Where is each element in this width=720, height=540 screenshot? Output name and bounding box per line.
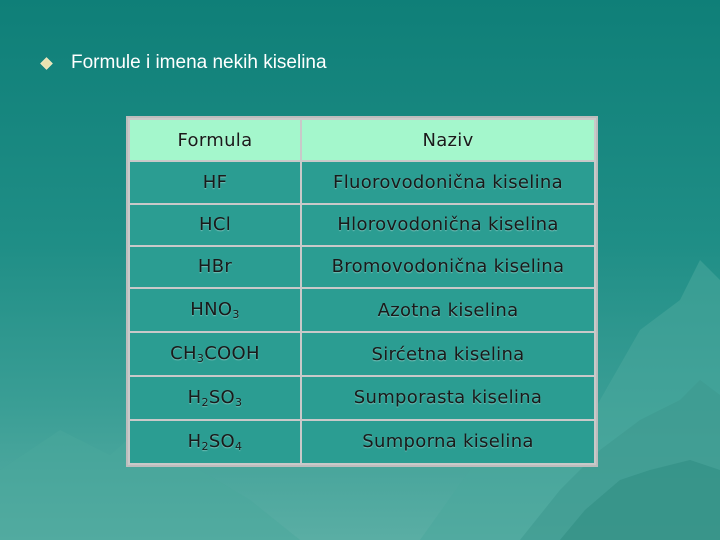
slide-heading: Formule i imena nekih kiselina: [71, 52, 327, 73]
header-formula: Formula: [129, 119, 301, 161]
table-row: [129, 246, 595, 288]
formula-cell: $H_2SO_3$: [129, 376, 301, 420]
table-row: [129, 161, 595, 203]
name-cell: Sumporna kiselina: [301, 420, 595, 464]
name-cell: Azotna kiselina: [301, 288, 595, 332]
formula-cell: $CH_3COOH$: [129, 332, 301, 376]
diamond-bullet-icon: [40, 57, 53, 70]
name-cell: Hlorovodonična kiselina: [301, 204, 595, 246]
formula-cell: $HNO_3$: [129, 288, 301, 332]
name-cell: Fluorovodonična kiselina: [301, 161, 595, 203]
formula-cell: HCl: [129, 204, 301, 246]
table-row: [129, 420, 595, 464]
table-row: [129, 288, 595, 332]
table-header-row: [129, 119, 595, 161]
header-name: Naziv: [301, 119, 595, 161]
name-cell: Sirćetna kiselina: [301, 332, 595, 376]
table-row: [129, 332, 595, 376]
acid-table: [126, 116, 598, 467]
bullet-heading: [42, 52, 327, 74]
table-row: [129, 204, 595, 246]
name-cell: Sumporasta kiselina: [301, 376, 595, 420]
formula-cell: $H_2SO_4$: [129, 420, 301, 464]
formula-cell: HBr: [129, 246, 301, 288]
name-cell: Bromovodonična kiselina: [301, 246, 595, 288]
formula-cell: HF: [129, 161, 301, 203]
table-row: [129, 376, 595, 420]
